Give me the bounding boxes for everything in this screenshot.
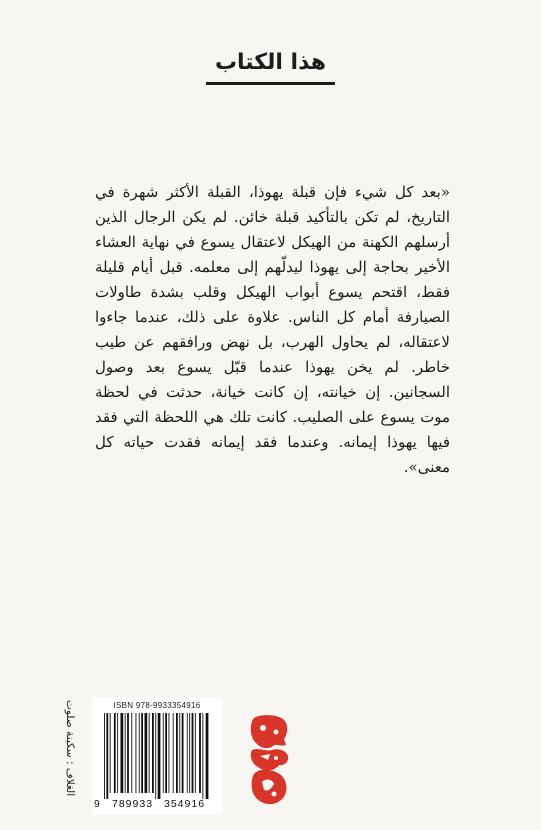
barcode-bar	[110, 713, 111, 793]
barcode-bar	[141, 713, 143, 793]
barcode-bar	[136, 713, 137, 793]
barcode-bar	[158, 713, 161, 799]
barcode-bar	[155, 713, 156, 799]
barcode-bar	[179, 713, 180, 793]
title-underline	[206, 82, 335, 85]
publisher-logo-icon	[246, 712, 292, 808]
barcode-icon	[102, 713, 212, 799]
barcode-bar	[189, 713, 190, 793]
barcode-bar	[106, 713, 108, 799]
cover-credit: الغلاف : سكينة صلوت	[64, 700, 76, 797]
barcode-digits-left: 789933	[112, 798, 154, 810]
blurb-text	[95, 180, 450, 480]
barcode-bar	[206, 713, 209, 799]
barcode-bar	[149, 713, 150, 793]
barcode-bar	[163, 713, 164, 793]
barcode-bar	[127, 713, 129, 793]
blurb-paragraph: «بعد كل شيء فإن قبلة يهوذا، القبلة الأكثر شهرة في التاريخ، لم تكن بالتأكيد قبلة خائن. لم يكن الرجال الذين أرسلهم الكهنة من الهيكل لاعتقال يسوع في نهاية العشاء الأخير بحاجة إلى يهوذا ليدلّهم إلى معلمه. قبل أيام قليلة فقط، اقتحم يسوع أبواب الهيكل وقلب بشدة طاولات الصيارفة أمام كل الناس. علاوة على ذلك، عندما جاءوا لاعتقاله، لم يحاول الهرب، بل نهض ورافقهم عن طيب خاطر. لم يخن يهوذا عندما قبّل يسوع بعد وصول السجانين. إن خيانته، إن كانت خيانة، حدثت في لحظة موت يسوع على الصليب. كانت تلك هي اللحظة التي فقد فيها يهوذا إيمانه. وعندما فقد إيمانه فقدت حياته كل معنى».	[95, 183, 450, 476]
barcode-bar	[145, 713, 148, 793]
barcode-bar	[182, 713, 184, 793]
isbn-barcode	[92, 697, 222, 815]
barcode-bar	[187, 713, 188, 793]
barcode-bar	[117, 713, 118, 793]
barcode-bar	[104, 713, 105, 799]
barcode-bar	[139, 713, 140, 793]
barcode-digits-right: 354916	[164, 798, 206, 810]
barcode-bar	[202, 713, 203, 799]
barcode-bar	[169, 713, 170, 793]
barcode-bar	[195, 713, 196, 793]
barcode-bar	[165, 713, 167, 793]
barcode-bar	[173, 713, 174, 793]
barcode-bar	[114, 713, 116, 793]
barcode-bar	[152, 713, 154, 793]
barcode-bar	[131, 713, 132, 793]
barcode-bar	[192, 713, 194, 793]
barcode-bar	[121, 713, 124, 793]
barcode-bar	[199, 713, 201, 793]
barcode-bar	[176, 713, 178, 793]
page-title: هذا الكتاب	[214, 50, 327, 75]
barcode-bar	[125, 713, 126, 793]
barcode-digit-lead: 9	[94, 798, 101, 810]
isbn-label: ISBN 978-9933354916	[113, 701, 201, 710]
